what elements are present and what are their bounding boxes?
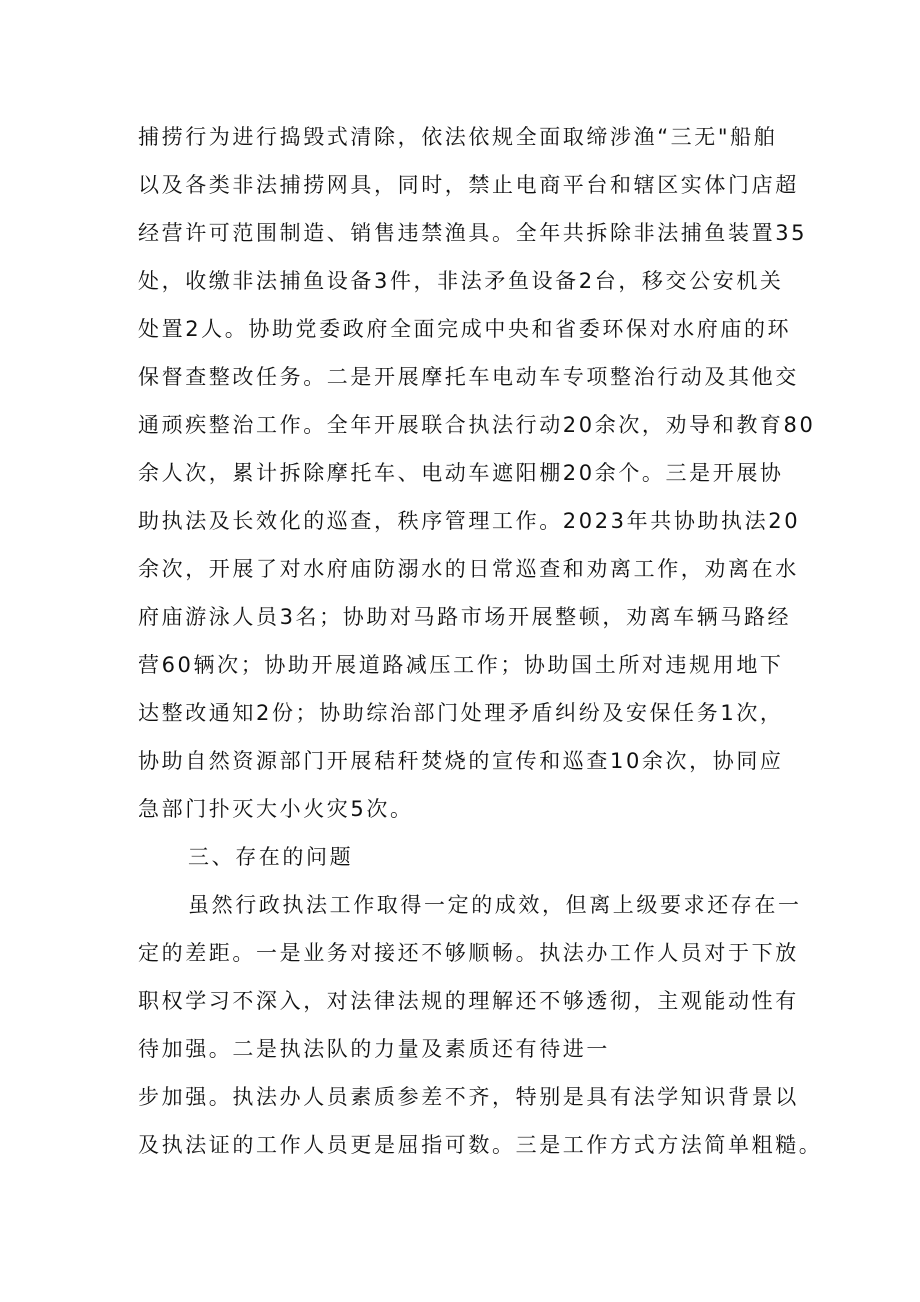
text-line: 经营许可范围制造、销售违禁渔具。全年共拆除非法捕鱼装置35 xyxy=(138,221,808,245)
text-line: 定的差距。一是业务对接还不够顺畅。执法办工作人员对于下放 xyxy=(138,941,799,965)
section-heading: 三、存在的问题 xyxy=(188,845,354,869)
text-line: 保督查整改任务。二是开展摩托车电动车专项整治行动及其他交 xyxy=(138,365,799,389)
text-line: 府庙游泳人员3名；协助对马路市场开展整顿，劝离车辆马路经 xyxy=(138,605,792,629)
text-line: 待加强。二是执法队的力量及素质还有待进一 xyxy=(138,1037,610,1061)
text-line: 通顽疾整治工作。全年开展联合执法行动20余次，劝导和教育80 xyxy=(138,413,816,437)
text-line: 余次，开展了对水府庙防溺水的日常巡查和劝离工作，劝离在水 xyxy=(138,557,799,581)
text-line: 营60辆次；协助开展道路减压工作；协助国土所对违规用地下 xyxy=(138,653,784,677)
text-line: 步加强。执法办人员素质参差不齐，特别是具有法学知识背景以 xyxy=(138,1085,799,1109)
text-line: 助执法及长效化的巡查，秩序管理工作。2023年共协助执法20 xyxy=(138,509,801,533)
text-line: 捕捞行为进行捣毁式清除，依法依规全面取缔涉渔“三无"船舶 xyxy=(138,125,778,149)
text-line: 职权学习不深入，对法律法规的理解还不够透彻，主观能动性有 xyxy=(138,989,799,1013)
paragraph-first-line: 虽然行政执法工作取得一定的成效，但离上级要求还存在一 xyxy=(188,893,802,917)
text-line: 处置2人。协助党委政府全面完成中央和省委环保对水府庙的环 xyxy=(138,317,792,341)
text-line: 余人次，累计拆除摩托车、电动车遮阳棚20余个。三是开展协 xyxy=(138,461,784,485)
text-line: 及执法证的工作人员更是屈指可数。三是工作方式方法简单粗糙。 xyxy=(138,1133,823,1157)
text-line: 以及各类非法捕捞网具，同时，禁止电商平台和辖区实体门店超 xyxy=(138,173,799,197)
text-line: 处，收缴非法捕鱼设备3件，非法矛鱼设备2台，移交公安机关 xyxy=(138,269,784,293)
text-line: 达整改通知2份；协助综治部门处理矛盾纠纷及安保任务1次， xyxy=(138,701,784,725)
document-body xyxy=(138,113,823,1169)
text-line: 急部门扑灭大小火灾5次。 xyxy=(138,797,414,821)
text-line: 协助自然资源部门开展秸秆焚烧的宣传和巡查10余次，协同应 xyxy=(138,749,784,773)
